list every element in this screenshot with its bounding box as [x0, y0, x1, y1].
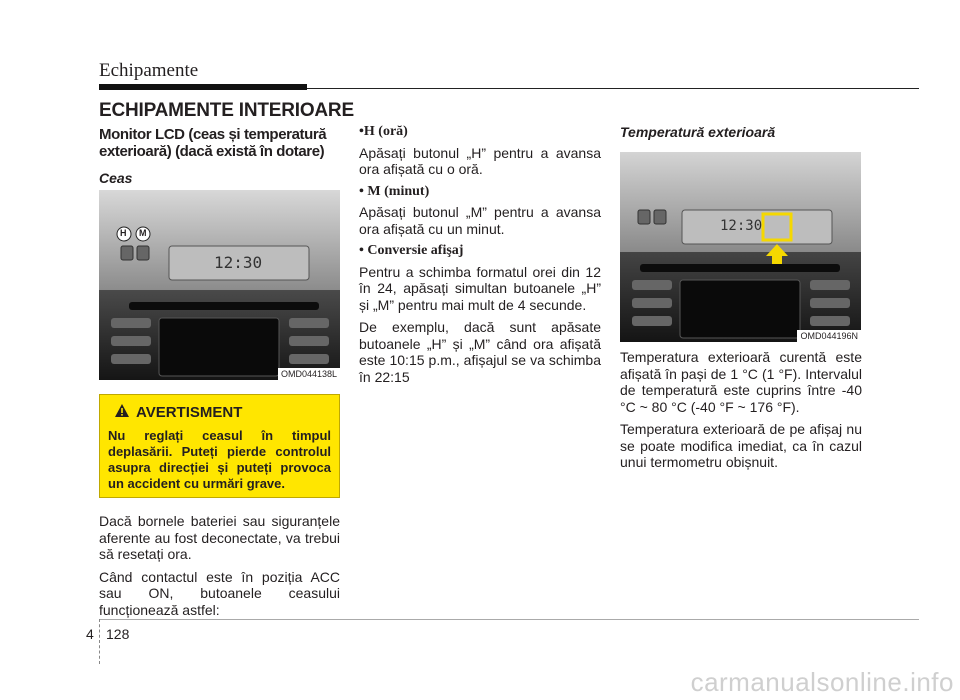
chapter-number: 4	[86, 626, 94, 642]
clock-subheading: Ceas	[99, 170, 133, 186]
warning-triangle-icon	[114, 403, 130, 422]
column-2	[359, 124, 601, 391]
temperature-clock-display: 12:30	[720, 218, 763, 234]
page-number: 128	[106, 626, 130, 642]
column-1-body	[99, 513, 340, 624]
example-paragraph: De exemplu, dacă sunt apăsate butoanele „H” și „M” când ora afișată este 10:15 p.m., afișajul se va schimba în 22:15	[359, 319, 601, 385]
column-1	[99, 126, 341, 197]
clock-display: 12:30	[214, 253, 263, 272]
column-3-body	[620, 349, 862, 477]
dashboard-temperature-illustration	[620, 152, 861, 342]
column-3	[620, 124, 862, 151]
minute-heading: • M (minut)	[359, 183, 430, 199]
hour-paragraph: Apăsați butonul „H” pentru a avansa ora afișată cu o oră.	[359, 144, 601, 177]
header-rule-accent	[99, 84, 307, 90]
conversion-heading: • Conversie afişaj	[359, 243, 464, 258]
figure-code: OMD044138L	[278, 368, 340, 380]
lcd-monitor-heading: Monitor LCD (ceas și temperatură exterioară) (dacă există în dotare)	[99, 126, 327, 160]
warning-text: Nu reglați ceasul în timpul deplasării. Puteți pierde controlul asupra direcției și puteți provoca un accident cu urmări grave.	[108, 428, 331, 491]
outside-temp-subheading: Temperatură exterioară	[620, 124, 776, 140]
footer-rule	[99, 619, 919, 620]
figure-code: OMD044196N	[797, 330, 861, 342]
warning-box	[99, 394, 340, 498]
m-button-label: M	[139, 228, 147, 238]
temperature-range-paragraph: Temperatura exterioară curentă este afișată în pași de 1 °C (1 °F). Intervalul de temperatură este cuprins între -40 °C ~ 80 °C (-40 °F ~ 176 °F).	[620, 349, 862, 415]
minute-paragraph: Apăsați butonul „M” pentru a avansa ora afișată cu un minut.	[359, 204, 601, 237]
warning-title-row	[114, 403, 331, 422]
chapter-title: Echipamente	[99, 60, 199, 81]
watermark: carmanualsonline.info	[690, 667, 954, 697]
dashboard-clock-illustration	[99, 190, 340, 380]
clock-figure	[99, 190, 340, 380]
hour-heading: •H (oră)	[359, 124, 408, 139]
ignition-paragraph: Când contactul este în poziția ACC sau ON, butoanele ceasului funcționează astfel:	[99, 568, 340, 618]
temperature-figure	[620, 152, 861, 342]
footer-divider	[99, 619, 100, 664]
h-button-label: H	[120, 228, 127, 238]
warning-title: AVERTISMENT	[136, 404, 243, 421]
section-title: ECHIPAMENTE INTERIOARE	[99, 100, 354, 121]
temperature-delay-paragraph: Temperatura exterioară de pe afișaj nu se poate modifica imediat, ca în cazul unui termometru obișnuit.	[620, 421, 862, 470]
conversion-paragraph: Pentru a schimba formatul orei din 12 în 24, apăsați simultan butoanele „H” și „M” pentru mai mult de 4 secunde.	[359, 263, 601, 313]
battery-paragraph: Dacă bornele bateriei sau siguranțele aferente au fost deconectate, va trebui să resetați ora.	[99, 513, 340, 562]
